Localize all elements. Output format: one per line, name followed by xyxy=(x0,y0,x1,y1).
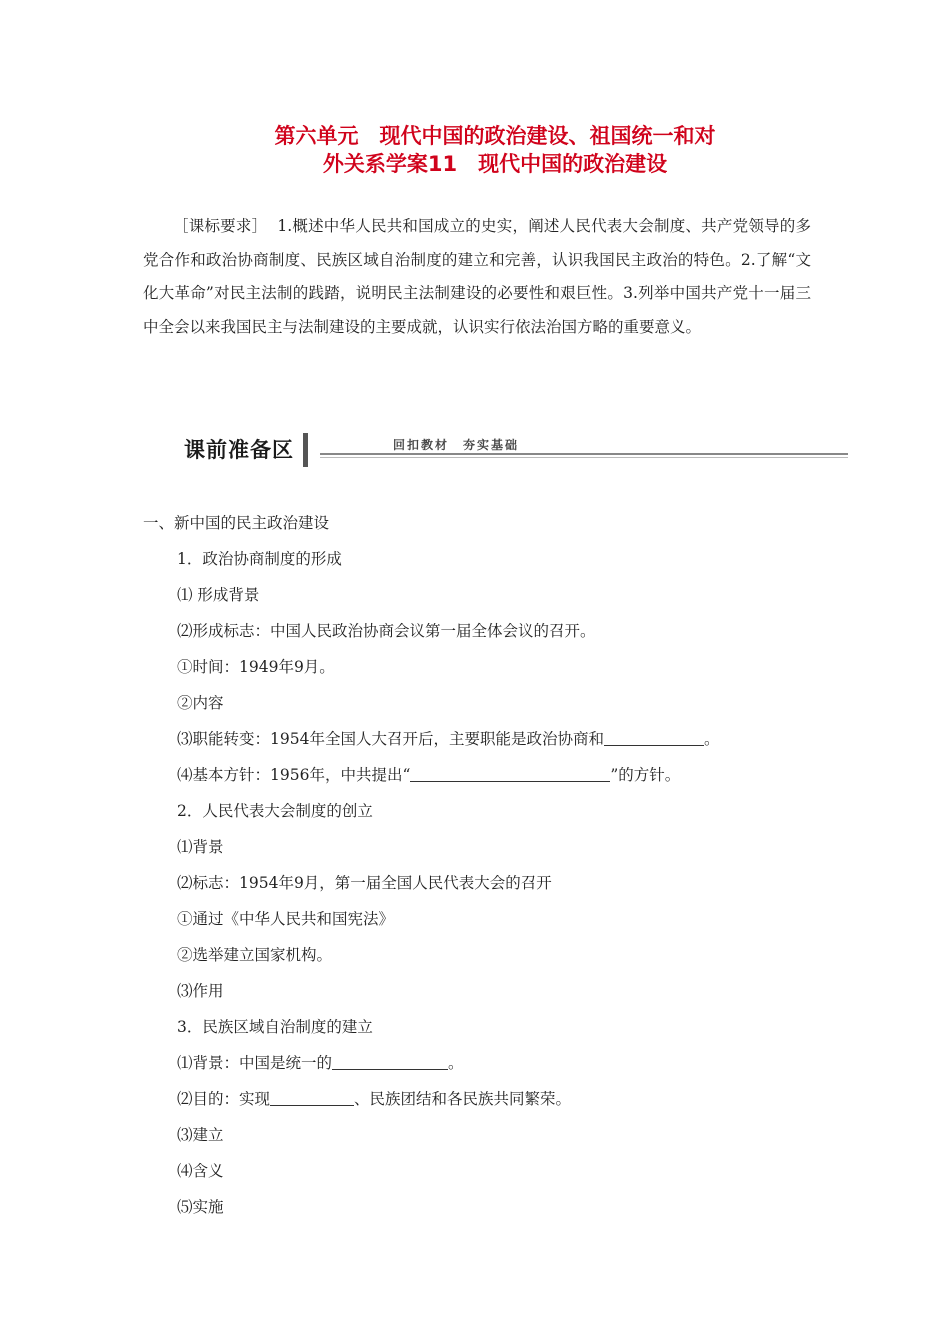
requirements-tag: ［课标要求］ xyxy=(173,217,268,235)
item-text: ⑴背景：中国是统一的 xyxy=(177,1054,333,1072)
outline xyxy=(143,505,823,1225)
banner-subtitle-2: 夯实基础 xyxy=(463,438,520,452)
item-text: ⑷基本方针：1956年，中共提出“ xyxy=(177,766,411,784)
heading-peoples-congress: 2．人民代表大会制度的创立 xyxy=(177,802,373,820)
outline-item: ①时间：1949年9月。 xyxy=(177,658,335,676)
banner-rule-thin xyxy=(320,457,848,458)
outline-item-with-blank xyxy=(143,721,823,757)
item-text: ”的方针。 xyxy=(610,766,681,784)
item-text: ⑶职能转变：1954年全国人大召开后，主要职能是政治协商和 xyxy=(177,730,604,748)
banner-title: 课前准备区 xyxy=(178,433,300,467)
heading-political-consultation: 1．政治协商制度的形成 xyxy=(177,550,342,568)
banner-subtitle xyxy=(393,436,519,453)
banner-subtitle-1: 回扣教材 xyxy=(393,438,450,452)
outline-item: ⑵形成标志：中国人民政治协商会议第一届全体会议的召开。 xyxy=(177,622,596,640)
item-text: 。 xyxy=(703,730,720,748)
outline-item-with-blank xyxy=(143,1081,823,1117)
fill-in-blank[interactable] xyxy=(604,729,704,746)
banner-rule xyxy=(320,453,848,455)
curriculum-requirements xyxy=(143,210,811,344)
page-title-line-2: 外关系学案11 现代中国的政治建设 xyxy=(322,152,668,176)
outline-item: ⑶建立 xyxy=(177,1126,224,1144)
outline-item: ②内容 xyxy=(177,694,224,712)
outline-item: ⑵标志：1954年9月，第一届全国人民代表大会的召开 xyxy=(177,874,552,892)
item-text: 、民族团结和各民族共同繁荣。 xyxy=(354,1090,572,1108)
outline-item: ⑶作用 xyxy=(177,982,224,1000)
item-text: 。 xyxy=(448,1054,464,1072)
fill-in-blank[interactable] xyxy=(270,1089,354,1106)
heading-level-1: 一、新中国的民主政治建设 xyxy=(143,514,330,532)
outline-item: ⑴背景 xyxy=(177,838,224,856)
outline-item-with-blank xyxy=(143,757,823,793)
heading-regional-autonomy: 3．民族区域自治制度的建立 xyxy=(177,1018,373,1036)
outline-item: ⑷含义 xyxy=(177,1162,224,1180)
section-banner xyxy=(178,433,848,469)
outline-item-with-blank xyxy=(143,1045,823,1081)
fill-in-blank[interactable] xyxy=(410,765,610,782)
outline-item: ①通过《中华人民共和国宪法》 xyxy=(177,910,395,928)
outline-item: ②选举建立国家机构。 xyxy=(177,946,333,964)
outline-item: ⑴ 形成背景 xyxy=(177,586,260,604)
fill-in-blank[interactable] xyxy=(332,1053,448,1070)
requirements-text: 1.概述中华人民共和国成立的史实，阐述人民代表大会制度、共产党领导的多党合作和政治协商制度、民族区域自治制度的建立和完善，认识我国民主政治的特色。2.了解“文化大革命”对民主法制的践踏，说明民主法制建设的必要性和艰巨性。3.列举中国共产党十一届三中全会以来我国民主与法制建设的主要成就，认识实行依法治国方略的重要意义。 xyxy=(143,217,811,336)
page-title-line-1: 第六单元 现代中国的政治建设、祖国统一和对 xyxy=(274,124,716,148)
outline-item: ⑸实施 xyxy=(177,1198,224,1216)
item-text: ⑵目的：实现 xyxy=(177,1090,271,1108)
